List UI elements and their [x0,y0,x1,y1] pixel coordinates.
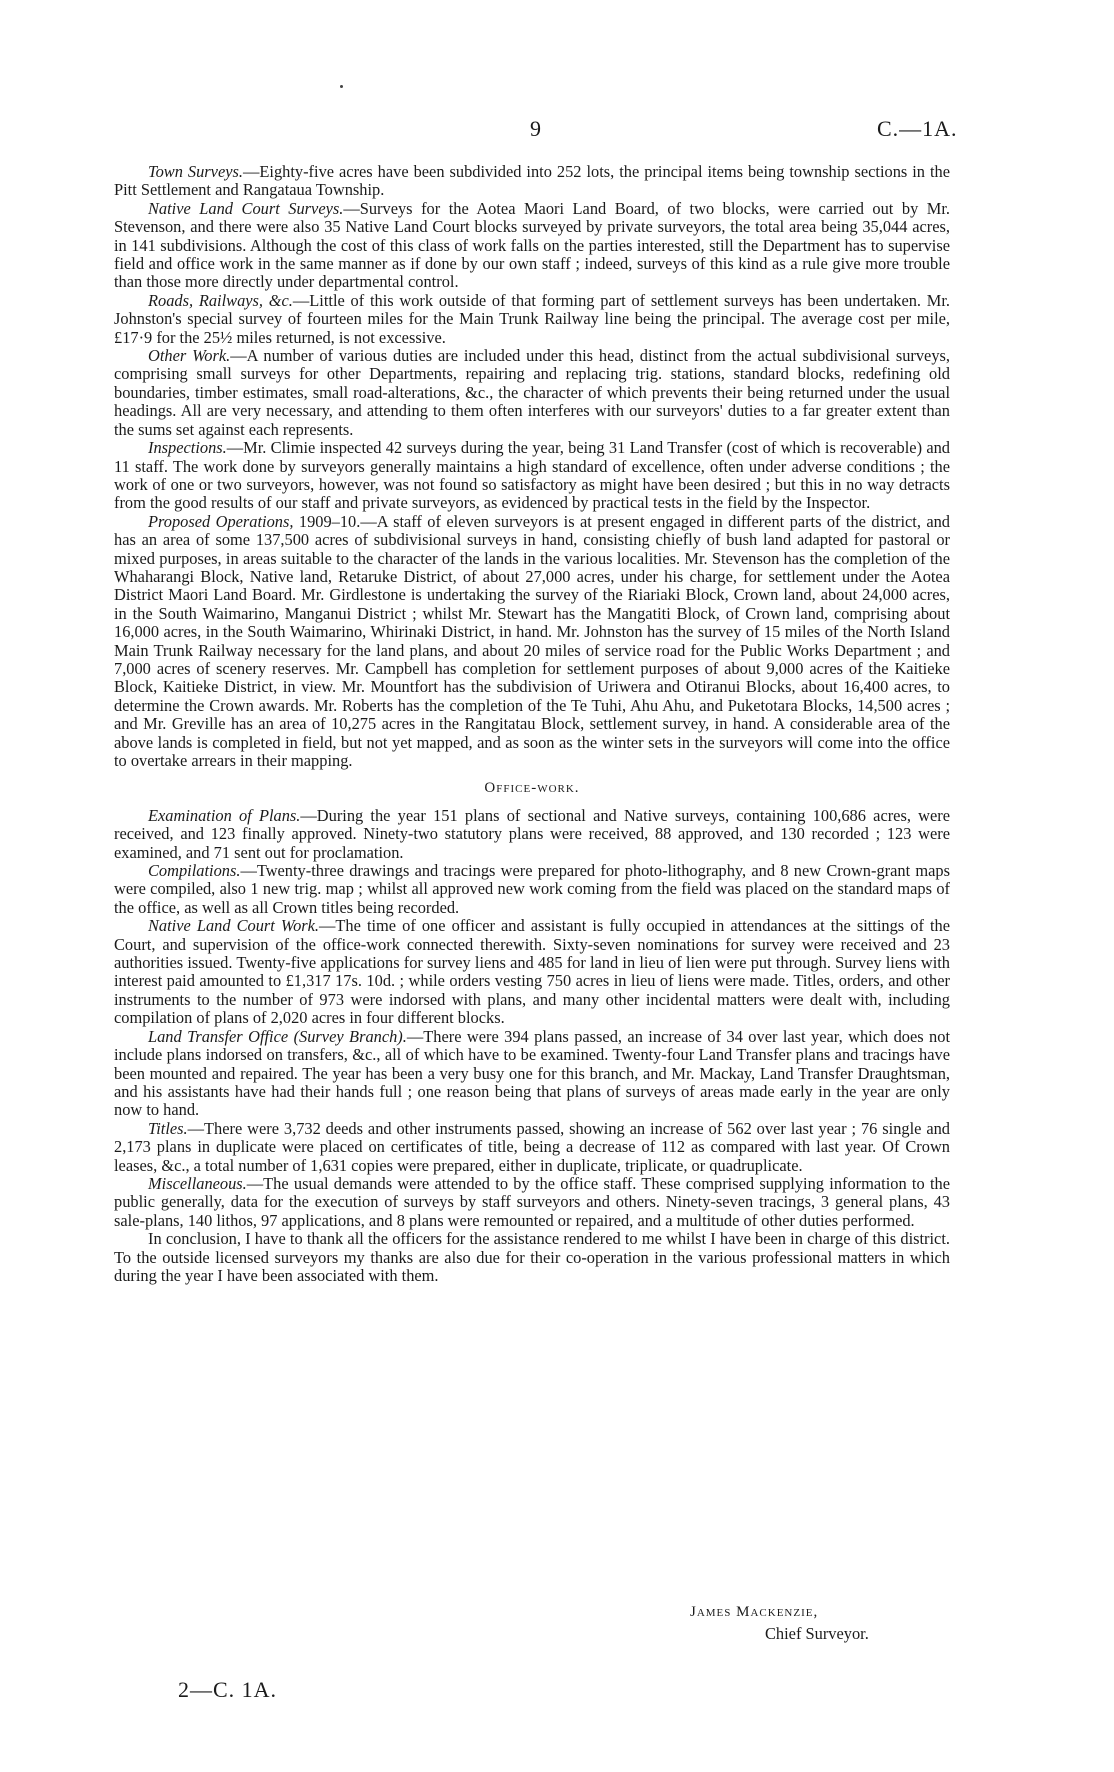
paragraph-text: —Eighty-five acres have been subdivided into 252 lots, the principal items being township sections in the Pitt Settlement and Rangataua Township. [114,162,951,200]
paragraph-text: —Little of this work outside of that forming part of settlement surveys has been undertaken. Mr. Johnston's special survey of fourteen miles for the Main Trunk Railway line being the principal. The average cost per mile, £17·9 for the 25½ miles returned, is not excessive. [114,290,950,347]
paragraph-land-transfer-office [114,1028,950,1120]
paragraph-heading: Roads, Railways, &c. [148,290,293,310]
paragraph-text: —The time of one officer and assistant is fully occupied in attendances at the sittings of the Court, and supervision of the office-work connected therewith. Sixty-seven nominations for survey were received and 23 authorities issued. Twenty-five applications for survey liens and 485 for land in lieu of lien were put through. Survey liens with interest paid amounted to £1,317 17s. 10d. ; while orders vesting 750 acres in lieu of liens were made. Titles, orders, and other instruments to the number of 973 were indorsed with plans, and many other incidental matters were dealt with, including compilation of plans of 2,020 acres in four different blocks. [114,916,950,1028]
paragraph-examination-of-plans [114,807,950,862]
signatory-name: James Mackenzie, [690,1604,819,1620]
paragraph-text: —There were 394 plans passed, an increase of 34 over last year, which does not include plans indorsed on transfers, &c., all of which have to be examined. Twenty-four Land Transfer plans and tracings have been mounted and repaired. The year has been a very busy one for this branch, and Mr. Mackay, Land Transfer Draughtsman, and his assistants have had their hands full ; one reason being that plans of surveys of areas made early in the year are only now to hand. [114,1026,950,1120]
paragraph-miscellaneous [114,1175,950,1230]
paragraph-heading: Land Transfer Office (Survey Branch). [148,1026,407,1046]
paragraph-town-surveys [114,163,950,200]
paragraph-text: —Surveys for the Aotea Maori Land Board, of two blocks, were carried out by Mr. Stevenson, and there were also 35 Native Land Court blocks surveyed by private surveyors, the total area being 35,044 acres, in 141 subdivisions. Although the cost of this class of work falls on the parties interested, still the Department has to supervise field and office work in the same manner as if done by our own staff ; indeed, surveys of this kind as a rule give more trouble than those more directly under departmental control. [114,198,951,292]
paragraph-native-land-court-surveys [114,200,950,292]
paragraph-text: —There were 3,732 deeds and other instruments passed, showing an increase of 562 over last year ; 76 single and 2,173 plans in duplicate were placed on certificates of title, being a decrease of 112 as compared with last year. Of Crown leases, &c., a total number of 1,631 copies were prepared, either in duplicate, triplicate, or quadruplicate. [114,1118,950,1175]
section-heading-office-work: Office-work. [484,780,580,797]
paragraph-heading: Native Land Court Work. [148,916,320,936]
paragraph-titles [114,1120,950,1175]
paragraph-heading: Inspections. [148,438,227,458]
paragraph-heading: Compilations. [148,861,241,881]
paragraph-native-land-court-work [114,917,950,1027]
paragraph-heading: Proposed Operations, [148,511,294,531]
printer-signature-mark: 2—C. 1A. [178,1677,278,1702]
paragraph-compilations [114,862,950,917]
report-reference: C.—1A. [877,116,958,141]
paragraph-text: —During the year 151 plans of sectional and Native surveys, containing 100,686 acres, were received, and 123 finally approved. Ninety-two statutory plans were received, 88 approved, and 130 recorded ; 123 were examined, and 71 sent out for proclamation. [114,805,950,862]
paragraph-proposed-operations [114,513,950,771]
print-speck [340,85,343,88]
paragraph-conclusion [114,1230,950,1285]
paragraph-heading: Other Work. [148,346,231,366]
paragraph-text: —The usual demands were attended to by the office staff. These comprised supplying information to the public generally, data for the execution of surveys by staff surveyors and others. Ninety-seven tracings, 3 general plans, 43 sale-plans, 140 lithos, 97 applications, and 8 plans were remounted or repaired, and a multitude of other duties performed. [114,1173,950,1230]
paragraph-text: 1909–10.—A staff of eleven surveyors is at present engaged in different parts of the district, and has an area of some 137,500 acres of subdivisional surveys in hand, consisting chiefly of bush land adapted for pastoral or mixed purposes, in areas suitable to the character of the lands in the various localities. Mr. Stevenson has the completion of the Whaharangi Block, Native land, Retaruke District, of about 27,000 acres, under his charge, for settlement under the Aotea District Maori Land Board. Mr. Girdlestone is undertaking the survey of the Riariaki Block, Crown land, about 24,000 acres, in the South Waimarino, Manganui District ; whilst Mr. Stewart has the Mangatiti Block, of Crown land, comprising about 16,000 acres, in the South Waimarino, Whirinaki District, in hand. Mr. Johnston has the survey of 15 miles of the North Island Main Trunk Railway necessary for the land plans, and about 20 miles of service road for the Public Works Department ; and 7,000 acres of scenery reserves. Mr. Campbell has completion for settlement purposes of about 9,000 acres of the Kaitieke Block, Kaitieke District, in view. Mr. Mountfort has the subdivision of Uriwera and Otiranui Blocks, about 16,400 acres, to determine the Crown awards. Mr. Roberts has the completion of the Te Tuhi, Ahu Ahu, and Puketotara Blocks, 14,500 acres ; and Mr. Greville has an area of 10,275 acres in the Rangitatau Block, settlement survey, in hand. A considerable area of the above lands is completed in field, but not yet mapped, and as soon as the winter sets in the surveyors will come into the office to overtake arrears in their mapping. [114,511,951,770]
paragraph-text: —Mr. Climie inspected 42 surveys during the year, being 31 Land Transfer (cost of which is recoverable) and 11 staff. The work done by surveyors generally maintains a high standard of excellence, often under adverse conditions ; the work of one or two surveyors, however, was not found so satisfactory as might have been desired ; but this in no way detracts from the good results of our staff and private surveyors, as evidenced by practical tests in the field by the Inspector. [114,438,950,513]
paragraph-text: —Twenty-three drawings and tracings were prepared for photo-lithography, and 8 new Crown-grant maps were compiled, also 1 new trig. map ; whilst all approved new work coming from the field was placed on the standard maps of the office, as well as all Crown titles being recorded. [114,861,950,917]
paragraph-heading: Miscellaneous. [148,1173,247,1193]
paragraph-inspections [114,439,950,513]
paragraph-text: —A number of various duties are included under this head, distinct from the actual subdivisional surveys, comprising small surveys for other Departments, repairing and replacing trig. stations, standard blocks, redefining old boundaries, timber estimates, small road-alterations, &c., the character of which prevents their being returned under the usual headings. All are very necessary, and attending to them often interferes with our surveyors' duties to a far greater extent than the sums set against each represents. [114,346,950,439]
paragraph-heading: Examination of Plans. [148,805,301,825]
document-body [114,163,950,1285]
signatory-title: Chief Surveyor. [765,1624,869,1643]
paragraph-roads-railways [114,292,950,347]
paragraph-heading: Town Surveys. [148,162,243,181]
page-number: 9 [530,116,541,141]
paragraph-text: In conclusion, I have to thank all the officers for the assistance rendered to me whilst I have been in charge of this district. To the outside licensed surveyors my thanks are also due for their co-operation in the various professional matters in which during the year I have been associated with them. [114,1229,950,1285]
paragraph-other-work [114,347,950,439]
paragraph-heading: Native Land Court Surveys. [148,198,344,218]
paragraph-heading: Titles. [148,1118,188,1138]
